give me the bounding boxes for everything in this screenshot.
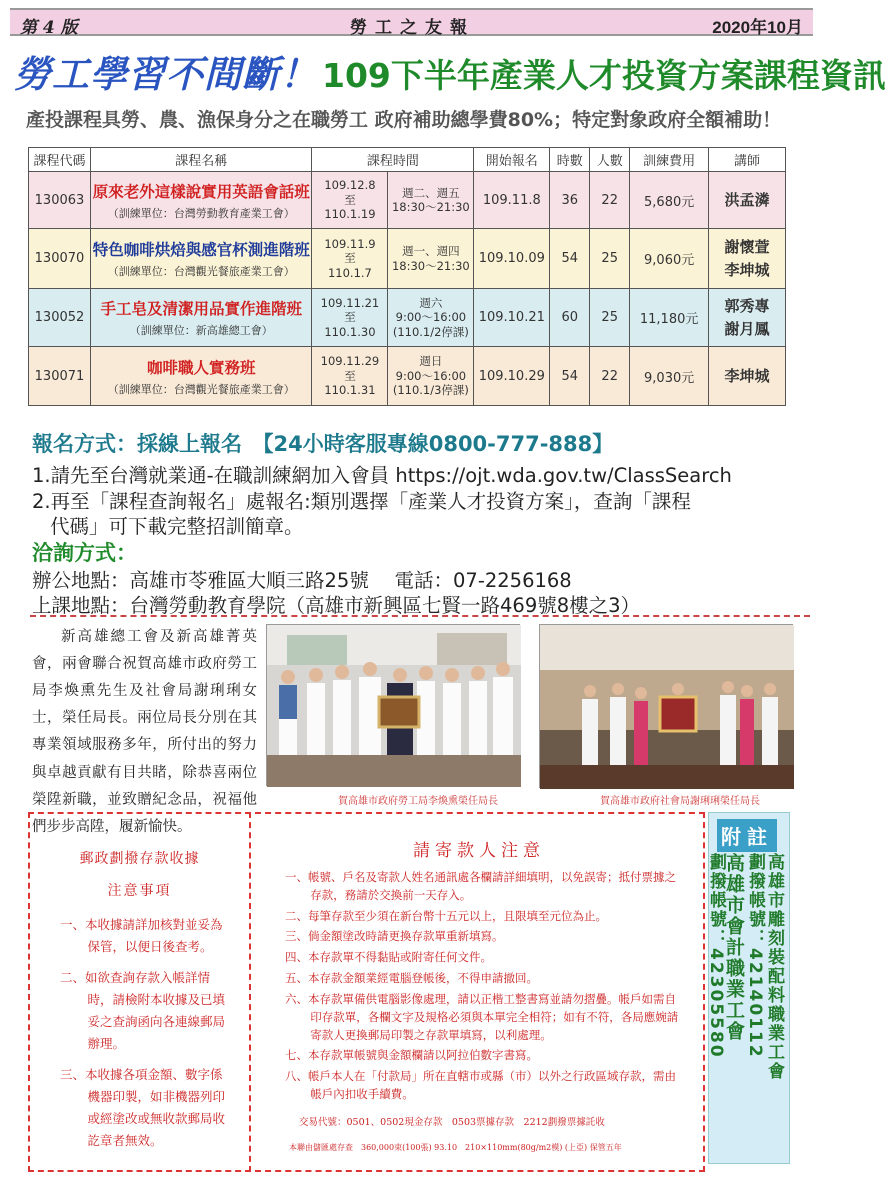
header-fee: 訓練費用 [630, 148, 709, 172]
issue-date: 2020年10月 [712, 18, 803, 37]
account-number-2: 劃撥帳號：42305580 [706, 853, 726, 1059]
course-dates: 109.12.8 至 110.1.19 [312, 172, 388, 229]
course-hours: 60 [550, 289, 590, 347]
training-unit: （訓練單位：台灣觀光餐旅產業工會） [107, 382, 295, 396]
course-dates: 109.11.21 至 110.1.30 [312, 289, 388, 347]
header-time: 課程時間 [312, 148, 474, 172]
header-people: 人數 [590, 148, 630, 172]
issue-label: 第 4 版 [20, 18, 78, 38]
form-footer: 本聯由儲匯處存查 360,000束(100張) 93.10 210×110mm(80g/m2模) (上亞) 保管五年 [289, 1142, 622, 1152]
depositor-notice-box [255, 812, 705, 1172]
signup-date: 109.10.29 [474, 347, 550, 406]
header-code: 課程代碼 [29, 148, 91, 172]
newspaper-name: 勞工之友報 [350, 18, 475, 38]
header-teacher: 講師 [709, 148, 786, 172]
photo-labor-bureau [266, 624, 520, 786]
depositor-notice-item: 五、本存款金額業經電腦登帳後，不得申請撤回。 [285, 971, 538, 986]
table-row [29, 172, 786, 229]
account-number-1: 劃撥帳號：42140112 [745, 853, 765, 1059]
course-teacher: 謝懷萱 李坤城 [709, 229, 786, 289]
depositor-notice-list [285, 869, 685, 1104]
sidebar-title: 附註 [717, 819, 777, 852]
course-dates: 109.11.9 至 110.1.7 [312, 229, 388, 289]
depositor-notice-item: 六、本存款單備供電腦影像處理，請以正楷工整書寫並請勿摺疊。帳戶如需自印存款單，各欄文字及規格必須與本單完全相符；如有不符，各局應婉請寄款人更換郵局印製之存款單填寫，以利處理。 [285, 991, 679, 1042]
course-fee: 9,030元 [630, 347, 709, 406]
photo-illustration [540, 625, 794, 789]
header-signup: 開始報名 [474, 148, 550, 172]
course-people: 25 [590, 229, 630, 289]
course-name: 特色咖啡烘焙與感官杯測進階班 [92, 241, 310, 259]
photo2-caption: 賀高雄市政府社會局謝琍琍榮任局長 [600, 796, 760, 807]
depositor-notice-item: 四、本存款單不得黏貼或附寄任何文件。 [285, 950, 492, 965]
course-people: 22 [590, 172, 630, 229]
course-schedule: 週二、週五 18:30～21:30 [388, 172, 474, 229]
headline-part1: 勞工學習不間斷！ [14, 53, 318, 96]
course-teacher: 洪孟潾 [709, 172, 786, 229]
course-name: 原來老外這樣說實用英語會話班 [92, 182, 310, 201]
course-name-cell [90, 172, 312, 229]
photo-illustration [267, 625, 521, 787]
course-dates: 109.11.29 至 110.1.31 [312, 347, 388, 406]
training-unit: （訓練單位：台灣勞動教育產業工會） [107, 206, 295, 220]
signup-date: 109.10.21 [474, 289, 550, 347]
course-table [28, 147, 786, 406]
bank-account-sidebar [708, 812, 790, 1164]
table-row [29, 229, 786, 289]
receipt-notice-title: 郵政劃撥存款收據 [79, 851, 200, 867]
course-fee: 11,180元 [630, 289, 709, 347]
course-name-cell [90, 229, 312, 289]
course-name: 咖啡職人實務班 [146, 358, 256, 377]
table-header [29, 148, 786, 172]
class-address: 上課地點：台灣勞動教育學院（高雄市新興區七賢一路469號8樓之3） [32, 594, 641, 617]
course-code: 130052 [29, 289, 91, 347]
course-fee: 9,060元 [630, 229, 709, 289]
course-name-cell [90, 289, 312, 347]
page-title [14, 44, 886, 104]
course-code: 130070 [29, 229, 91, 289]
header-hours: 時數 [550, 148, 590, 172]
course-name-cell [90, 347, 312, 406]
training-unit: （訓練單位：新高雄總工會） [129, 324, 273, 337]
receipt-notice-item: 三、本收據各項金額、數字係機器印製，如非機器列印或經塗改或無收款郵局收訖章者無效。 [60, 1066, 226, 1149]
table-row [29, 347, 786, 406]
receipt-notice-subtitle: 注意事項 [107, 883, 172, 899]
receipt-notice-item: 二、如欲查詢存款入帳詳情時，請檢附本收據及已填妥之查詢函向各連線郵局辦理。 [60, 969, 226, 1052]
receipt-notice-box [28, 812, 251, 1172]
course-people: 22 [590, 347, 630, 406]
signup-date: 109.11.8 [474, 172, 550, 229]
subheadline: 產投課程具勞、農、漁保身分之在職勞工 政府補助總學費80%；特定對象政府全額補助！ [26, 109, 782, 131]
union-name-1: 高雄市雕刻裝配料職業工會 [764, 853, 784, 1081]
depositor-notice-title: 請寄款人注意 [413, 841, 545, 861]
masthead [10, 8, 813, 36]
depositor-notice-item: 二、每筆存款至少須在新台幣十五元以上，且限填至元位為止。 [285, 908, 607, 923]
depositor-notice-item: 八、帳戶本人在「付款局」所在直轄市或縣（市）以外之行政區域存款，需由帳戶內扣收手續費。 [285, 1069, 676, 1101]
union-name-2: 高雄市會計職業工會 [723, 853, 745, 1042]
course-schedule: 週一、週四 18:30～21:30 [388, 229, 474, 289]
course-schedule: 週六 9:00～16:00 (110.1/2停課) [388, 289, 474, 347]
table-row [29, 289, 786, 347]
signup-step-2: 2.再至「課程查詢報名」處報名:類別選擇「產業人才投資方案」，查詢「課程 [32, 490, 691, 513]
course-name: 手工皂及清潔用品實作進階班 [100, 300, 302, 318]
office-address: 辦公地點：高雄市苓雅區大順三路25號 電話：07-2256168 [32, 569, 572, 592]
photo-social-bureau [539, 624, 793, 788]
training-unit: （訓練單位：台灣觀光餐旅產業工會） [107, 265, 295, 278]
signup-step-1: 1.請先至台灣就業通-在職訓練網加入會員 https://ojt.wda.gov.tw/ClassSearch [32, 464, 732, 487]
course-teacher: 李坤城 [709, 347, 786, 406]
course-schedule: 週日 9:00～16:00 (110.1/3停課) [388, 347, 474, 406]
signup-date: 109.10.09 [474, 229, 550, 289]
course-hours: 54 [550, 229, 590, 289]
header-name: 課程名稱 [90, 148, 312, 172]
photo1-caption: 賀高雄市政府勞工局李煥熏榮任局長 [338, 796, 498, 807]
course-hours: 36 [550, 172, 590, 229]
course-teacher: 郭秀專 謝月鳳 [709, 289, 786, 347]
course-fee: 5,680元 [630, 172, 709, 229]
section-divider [30, 615, 810, 617]
signup-title: 報名方式：採線上報名 【24小時客服專線0800-777-888】 [32, 432, 614, 456]
course-people: 25 [590, 289, 630, 347]
depositor-notice-item: 一、帳號、戶名及寄款人姓名通訊處各欄請詳細填明，以免誤寄；抵付票據之存款，務請於交換前一天存入。 [285, 870, 676, 902]
depositor-notice-item: 七、本存款單帳號與金額欄請以阿拉伯數字書寫。 [285, 1048, 538, 1063]
contact-title: 洽詢方式： [32, 541, 137, 565]
news-story: 新高雄總工會及新高雄菁英會，兩會聯合祝賀高雄市政府勞工局李煥熏先生及社會局謝琍琍女士，榮任局長。兩位局長分別在其專業領域服務多年，所付出的努力與卓越貢獻有目共睹，除恭喜兩位榮陞新職，並致贈紀念品，祝福他們步步高陞，履新愉快。 [32, 629, 257, 835]
headline-part2: 109下半年產業人才投資方案課程資訊 [322, 56, 886, 95]
course-code: 130071 [29, 347, 91, 406]
signup-step-2-cont: 代碼」可下載完整招訓簡章。 [50, 515, 304, 538]
transaction-codes: 交易代號：0501、0502現金存款 0503票據存款 2212劃撥票據託收 [299, 1116, 605, 1128]
depositor-notice-item: 三、倘金額塗改時請更換存款單重新填寫。 [285, 929, 504, 944]
receipt-notice-item: 一、本收據請詳加核對並妥為保管，以便日後查考。 [60, 917, 223, 955]
course-hours: 54 [550, 347, 590, 406]
course-code: 130063 [29, 172, 91, 229]
